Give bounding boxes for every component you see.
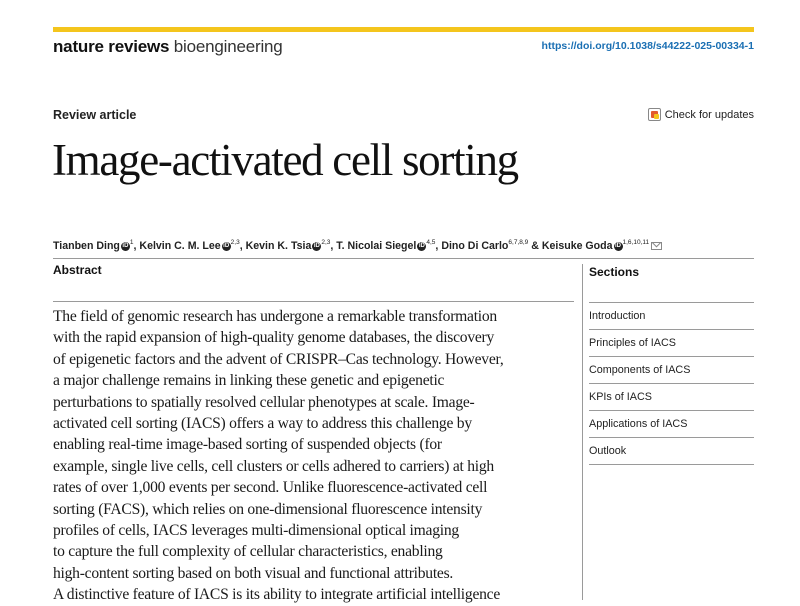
check-for-updates-icon	[648, 108, 661, 121]
author[interactable]: Kevin K. Tsia iD $^{2,3}$	[245, 239, 331, 252]
section-link-kpis[interactable]: KPIs of IACS	[589, 384, 754, 411]
divider	[53, 301, 574, 302]
section-link-principles[interactable]: Principles of IACS	[589, 330, 754, 357]
abstract-heading: Abstract	[53, 263, 102, 277]
abstract-line: perturbations to spatially resolved cellular phenotypes at scale. Image-	[53, 393, 475, 411]
abstract-line: rates of over 1,000 events per second. Unlike fluorescence-activated cell	[53, 479, 488, 497]
abstract-line: example, single live cells, cell clusters or cells adhered to carriers) at high	[53, 457, 494, 475]
section-link-outlook[interactable]: Outlook	[589, 438, 754, 465]
author[interactable]: Dino Di Carlo$^{6,7,8,9}$	[441, 239, 529, 252]
author[interactable]: Kelvin C. M. Lee iD $^{2,3}$	[139, 239, 240, 252]
abstract-line: of epigenetic factors and the advent of CRISPR–Cas technology. However,	[53, 350, 504, 368]
abstract-line: with the rapid expansion of high-quality genome databases, the discovery	[53, 329, 495, 347]
author[interactable]: Keisuke Goda iD $^{1,6,10,11}$	[541, 239, 650, 252]
article-title: Image-activated cell sorting	[52, 135, 518, 185]
abstract-line: The field of genomic research has undergone a remarkable transformation	[53, 308, 497, 325]
divider	[53, 258, 754, 259]
orcid-icon[interactable]: iD	[313, 242, 320, 249]
abstract-line: a major challenge remains in linking these genetic and epigenetic	[53, 372, 445, 390]
abstract-line: activated cell sorting (IACS) offers a way to address this challenge by	[53, 415, 472, 433]
abstract-line: to capture the full complexity of cellular characteristics, enabling	[53, 543, 443, 561]
orcid-icon[interactable]: iD	[122, 242, 129, 249]
sections-heading: Sections	[589, 265, 640, 279]
sections-nav	[589, 302, 754, 465]
article-type: Review article	[53, 108, 137, 122]
journal-name-bold: nature reviews	[53, 37, 170, 56]
check-for-updates-label: Check for updates	[664, 108, 754, 121]
accent-bar	[53, 27, 754, 32]
abstract-line: sorting (FACS), which relies on one-dimensional fluorescence intensity	[53, 500, 483, 518]
doi-link[interactable]: https://doi.org/10.1038/s44222-025-00334-1	[541, 40, 754, 52]
abstract-line: profiles of cells, IACS leverages multi-dimensional optical imaging	[53, 522, 459, 540]
envelope-icon[interactable]	[651, 242, 662, 250]
author-list: Tianben Ding iD $^1$, Kelvin C. M. Lee iD $^{2,3}$, Kevin K. Tsia iD $^{2,3}$, T. Nicolai Siegel iD $^{4,5}$, Dino Di Carlo$^{6,7,8,9}$ & Keisuke Goda iD $^{1,6,10,11}$	[53, 239, 662, 252]
orcid-icon[interactable]: iD	[223, 242, 230, 249]
column-divider	[582, 264, 583, 600]
orcid-icon[interactable]: iD	[615, 242, 622, 249]
section-link-applications[interactable]: Applications of IACS	[589, 411, 754, 438]
check-for-updates-button[interactable]	[648, 108, 754, 121]
abstract-line: enabling real-time image-based sorting of suspended objects (for	[53, 436, 442, 454]
abstract-line: high-content sorting based on both visual and functional attributes.	[53, 564, 454, 582]
journal-name	[53, 37, 283, 57]
section-link-components[interactable]: Components of IACS	[589, 357, 754, 384]
author[interactable]: Tianben Ding iD $^1$	[53, 239, 134, 252]
author[interactable]: T. Nicolai Siegel iD $^{4,5}$	[336, 239, 436, 252]
orcid-icon[interactable]: iD	[418, 242, 425, 249]
abstract-text	[53, 306, 577, 606]
journal-name-light: bioengineering	[173, 37, 283, 56]
abstract-line: A distinctive feature of IACS is its ability to integrate artificial intelligence	[53, 586, 500, 604]
section-link-introduction[interactable]: Introduction	[589, 303, 754, 330]
